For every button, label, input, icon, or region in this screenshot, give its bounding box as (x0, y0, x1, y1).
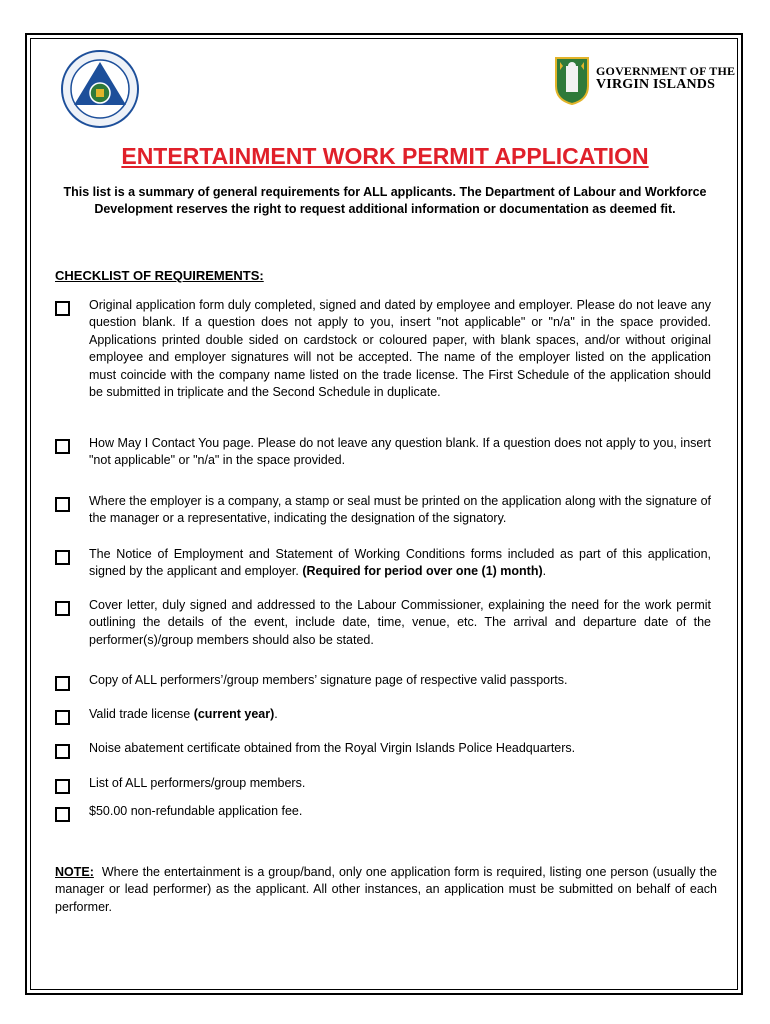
checkbox[interactable] (55, 807, 70, 822)
government-name (596, 64, 735, 92)
coat-of-arms-icon (552, 56, 592, 106)
department-seal-logo (60, 49, 140, 129)
intro-paragraph: This list is a summary of general requirements for ALL applicants. The Department of Labour and Workforce Development reserves the right to request additional information or documentation as deemed fit. (63, 185, 707, 216)
government-line-1: GOVERNMENT OF THE (596, 64, 736, 78)
checkbox[interactable] (55, 779, 70, 794)
note-label: NOTE: (55, 865, 94, 879)
note-text: Where the entertainment is a group/band, only one application form is required, listing one person (usually the manager or lead performer) as the applicant. All other instances, an application must be submitted on behalf of each performer. (55, 865, 721, 914)
checklist-item-text: $50.00 non-refundable application fee. (89, 804, 303, 818)
checkbox[interactable] (55, 439, 70, 454)
checkbox[interactable] (55, 550, 70, 565)
checklist-heading: CHECKLIST OF REQUIREMENTS: (55, 268, 264, 283)
checkbox[interactable] (55, 710, 70, 725)
checklist-item-text: List of ALL performers/group members. (89, 776, 306, 790)
checkbox[interactable] (55, 744, 70, 759)
checklist-item-text: Copy of ALL performers’/group members’ signature page of respective valid passports. (89, 673, 568, 687)
checklist-item-text: Valid trade license (current year). (89, 707, 278, 721)
checkbox[interactable] (55, 676, 70, 691)
checklist-item-text: Noise abatement certificate obtained from the Royal Virgin Islands Police Headquarters. (89, 741, 576, 755)
checkbox[interactable] (55, 601, 70, 616)
checklist-item-text: Original application form duly completed, signed and dated by employee and employer. Please do not leave any question blank. If a question does not apply to you, insert "not applicable" or "n/a" in the space provided. Applications printed double sided on cardstock or coloured paper, with blank spaces, and/or without original employee and employer signatures will not be accepted. The name of the employer listed on the application must coincide with the company name listed on the trade license. The First Schedule of the application should be submitted in triplicate and the Second Schedule in duplicate. (89, 298, 711, 400)
checklist-item-text: How May I Contact You page. Please do not leave any question blank. If a question does not apply to you, insert "not applicable" or "n/a" in the space provided. (89, 436, 711, 468)
checklist-item-text: The Notice of Employment and Statement of Working Conditions forms included as part of this application, signed by the applicant and employer. (Required for period over one (1) month). (89, 547, 711, 579)
checklist-item-text: Where the employer is a company, a stamp or seal must be printed on the application along with the signature of the manager or a representative, indicating the designation of the signatory. (89, 494, 711, 526)
checkbox[interactable] (55, 497, 70, 512)
checklist-item-text: Cover letter, duly signed and addressed to the Labour Commissioner, explaining the need for the work permit outlining the details of the event, include date, time, venue, etc. The arrival and departure date of the performer(s)/group members should also be stated. (89, 598, 711, 647)
note-paragraph (55, 864, 721, 916)
checkbox[interactable] (55, 301, 70, 316)
page-title: ENTERTAINMENT WORK PERMIT APPLICATION (121, 143, 649, 169)
government-line-2: VIRGIN ISLANDS (596, 77, 716, 92)
